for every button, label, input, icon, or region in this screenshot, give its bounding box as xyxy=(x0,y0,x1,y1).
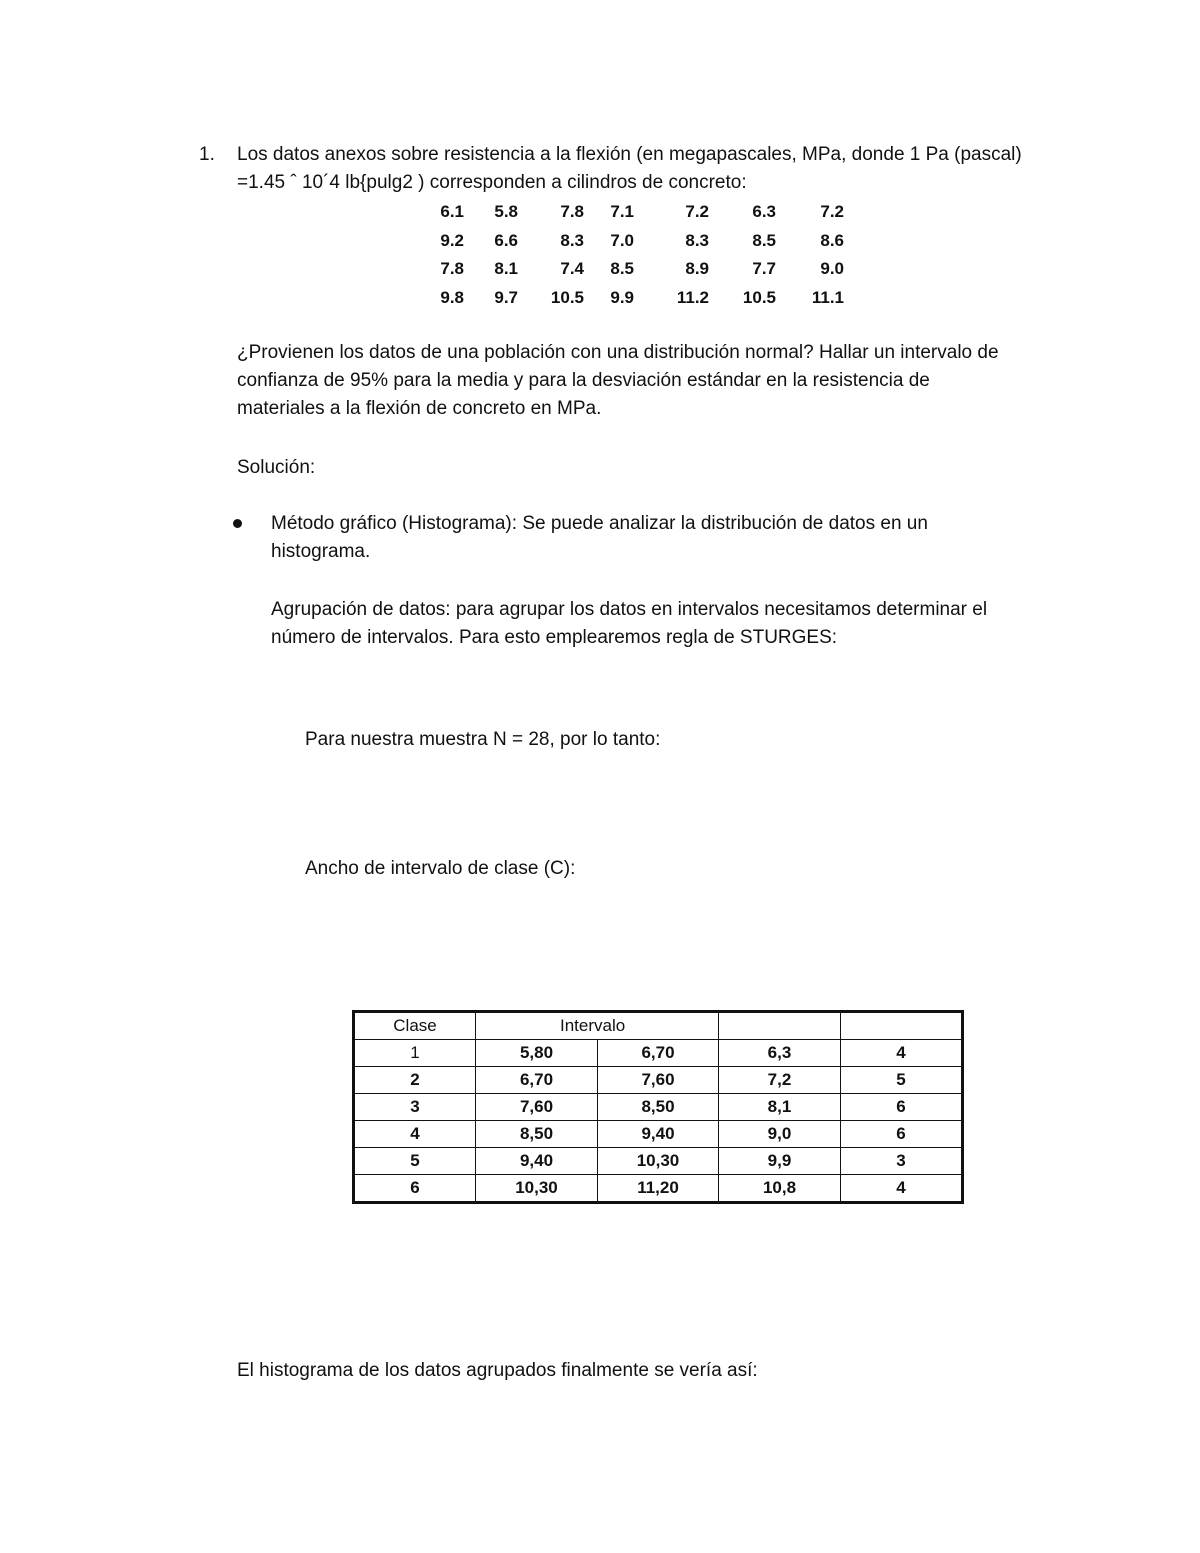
data-grid-cell: 9.0 xyxy=(820,259,844,279)
data-grid-cell: 10.5 xyxy=(550,287,584,307)
table-cell: 10,8 xyxy=(719,1175,841,1203)
table-cell: 3 xyxy=(354,1094,476,1121)
data-grid-cell: 7.8 xyxy=(440,259,464,279)
table-row xyxy=(354,1094,963,1121)
data-grid-cell: 7.1 xyxy=(610,202,634,222)
table-row xyxy=(354,1175,963,1203)
table-cell: 5 xyxy=(841,1067,963,1094)
table-row xyxy=(354,1121,963,1148)
data-grid-cell: 7.8 xyxy=(560,202,584,222)
table-cell: 2 xyxy=(354,1067,476,1094)
data-grid-cell: 9.8 xyxy=(440,287,464,307)
frequency-table-body xyxy=(354,1012,963,1203)
bullet-icon xyxy=(233,519,242,528)
data-grid-cell: 8.9 xyxy=(685,259,709,279)
table-cell: 9,0 xyxy=(719,1121,841,1148)
table-row xyxy=(354,1040,963,1067)
table-cell: 8,1 xyxy=(719,1094,841,1121)
method-line-2: histograma. xyxy=(271,541,371,562)
question-line-1: ¿Provienen los datos de una población con una distribución normal? Hallar un intervalo de xyxy=(237,342,999,363)
header-col3 xyxy=(719,1012,841,1040)
data-grid-cell: 5.8 xyxy=(494,202,518,222)
table-cell: 8,50 xyxy=(598,1094,719,1121)
table-cell: 6,70 xyxy=(476,1067,598,1094)
question-line-2: confianza de 95% para la media y para la desviación estándar en la resistencia de xyxy=(237,370,930,391)
data-grid-cell: 8.6 xyxy=(820,230,844,250)
question-line-3: materiales a la flexión de concreto en MPa. xyxy=(237,398,602,419)
table-cell: 5 xyxy=(354,1148,476,1175)
sample-text: Para nuestra muestra N = 28, por lo tanto: xyxy=(305,729,661,750)
table-cell: 11,20 xyxy=(598,1175,719,1203)
data-grid xyxy=(400,198,844,312)
problem-number: 1. xyxy=(199,144,215,165)
data-grid-cell: 7.4 xyxy=(560,259,584,279)
table-cell: 1 xyxy=(354,1040,476,1067)
table-cell: 7,60 xyxy=(476,1094,598,1121)
table-cell: 4 xyxy=(841,1040,963,1067)
table-cell: 6 xyxy=(841,1121,963,1148)
grouping-line-2: número de intervalos. Para esto emplearemos regla de STURGES: xyxy=(271,627,838,648)
data-grid-cell: 9.2 xyxy=(440,230,464,250)
width-text: Ancho de intervalo de clase (C): xyxy=(305,858,576,879)
header-col4 xyxy=(841,1012,963,1040)
data-grid-cell: 6.6 xyxy=(494,230,518,250)
table-cell: 7,60 xyxy=(598,1067,719,1094)
table-cell: 5,80 xyxy=(476,1040,598,1067)
data-grid-cell: 7.2 xyxy=(820,202,844,222)
data-grid-cell: 7.7 xyxy=(752,259,776,279)
grouping-line-1: Agrupación de datos: para agrupar los datos en intervalos necesitamos determinar el xyxy=(271,599,988,620)
frequency-table xyxy=(352,1010,964,1204)
table-cell: 10,30 xyxy=(476,1175,598,1203)
data-grid-row xyxy=(400,255,844,284)
data-grid-body xyxy=(400,198,844,312)
table-cell: 8,50 xyxy=(476,1121,598,1148)
table-cell: 6,3 xyxy=(719,1040,841,1067)
table-cell: 9,40 xyxy=(598,1121,719,1148)
table-cell: 4 xyxy=(354,1121,476,1148)
data-grid-cell: 10.5 xyxy=(742,287,776,307)
table-cell: 4 xyxy=(841,1175,963,1203)
table-cell: 3 xyxy=(841,1148,963,1175)
table-cell: 7,2 xyxy=(719,1067,841,1094)
data-grid-cell: 7.2 xyxy=(685,202,709,222)
table-cell: 9,9 xyxy=(719,1148,841,1175)
data-grid-cell: 8.1 xyxy=(494,259,518,279)
method-line-1: Método gráfico (Histograma): Se puede analizar la distribución de datos en un xyxy=(271,513,928,534)
header-intervalo: Intervalo xyxy=(476,1012,719,1040)
frequency-table-header xyxy=(354,1012,963,1040)
header-clase: Clase xyxy=(354,1012,476,1040)
data-grid-cell: 8.3 xyxy=(685,230,709,250)
problem-intro-line-1: Los datos anexos sobre resistencia a la flexión (en megapascales, MPa, donde 1 Pa (pascal) xyxy=(237,144,1022,165)
problem-intro-line-2: =1.45 ˆ 10´4 lb{pulg2 ) corresponden a cilindros de concreto: xyxy=(237,172,747,193)
table-row xyxy=(354,1067,963,1094)
data-grid-cell: 6.1 xyxy=(440,202,464,222)
table-cell: 6 xyxy=(354,1175,476,1203)
data-grid-cell: 8.3 xyxy=(560,230,584,250)
data-grid-row xyxy=(400,198,844,227)
table-cell: 6,70 xyxy=(598,1040,719,1067)
data-grid-cell: 8.5 xyxy=(752,230,776,250)
solution-label: Solución: xyxy=(237,457,316,478)
data-grid-row xyxy=(400,227,844,256)
data-grid-cell: 11.1 xyxy=(811,287,844,307)
closing-text: El histograma de los datos agrupados finalmente se vería así: xyxy=(237,1360,758,1381)
data-grid-cell: 11.2 xyxy=(676,287,709,307)
data-grid-cell: 9.7 xyxy=(494,287,518,307)
data-grid-cell: 6.3 xyxy=(752,202,776,222)
table-row xyxy=(354,1148,963,1175)
table-cell: 6 xyxy=(841,1094,963,1121)
data-grid-cell: 7.0 xyxy=(610,230,634,250)
data-grid-cell: 8.5 xyxy=(610,259,634,279)
data-grid-row xyxy=(400,284,844,313)
table-cell: 10,30 xyxy=(598,1148,719,1175)
table-cell: 9,40 xyxy=(476,1148,598,1175)
data-grid-cell: 9.9 xyxy=(610,287,634,307)
